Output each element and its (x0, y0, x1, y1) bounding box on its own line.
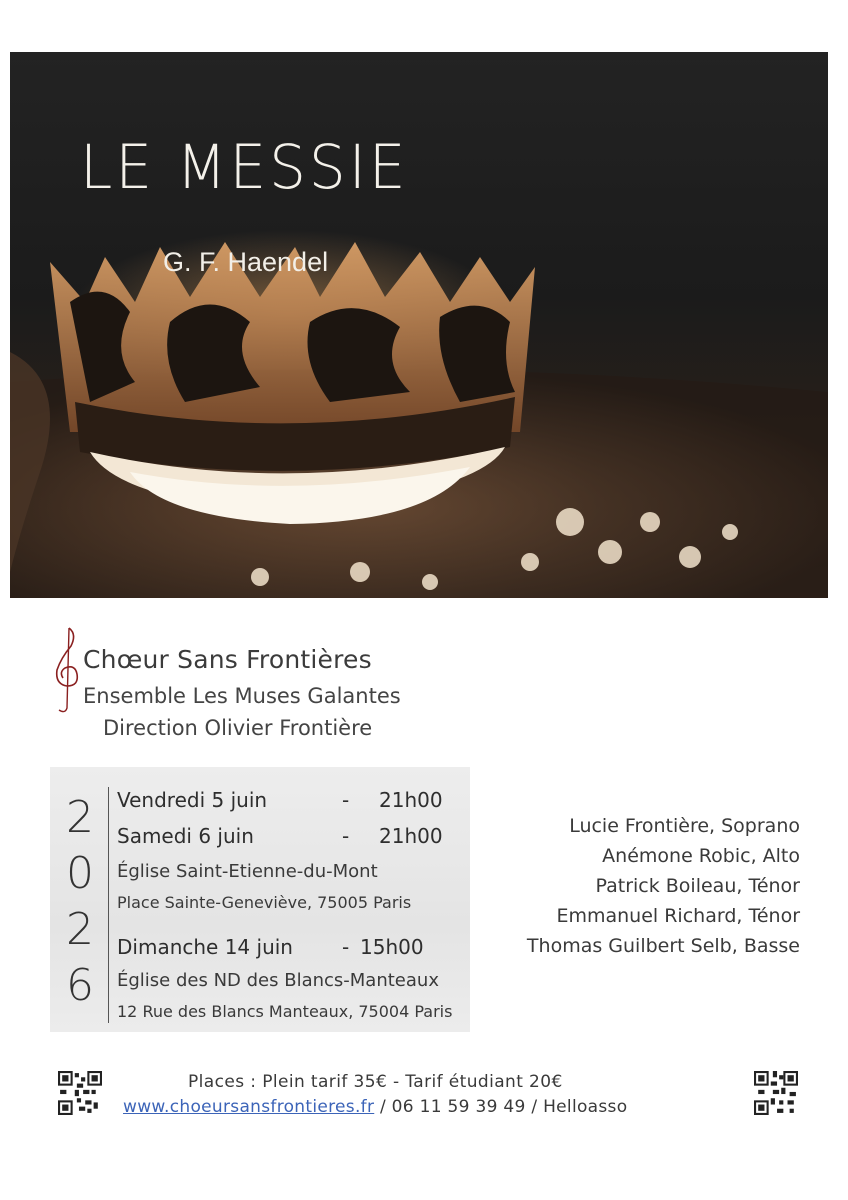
address-1: Place Sainte-Geneviève, 75005 Paris (117, 893, 412, 912)
year-digit: 0 (66, 848, 94, 899)
conductor-line: Direction Olivier Frontière (103, 716, 373, 740)
event-time: 21h00 (379, 824, 443, 848)
contact-details: / 06 11 59 39 49 / Helloasso (374, 1097, 628, 1117)
event-saturday (117, 824, 443, 848)
venue-2: Église des ND des Blancs-Manteaux (117, 970, 439, 991)
venue-1: Église Saint-Etienne-du-Mont (117, 861, 378, 882)
soloist-item: Anémone Robic, Alto (602, 845, 800, 867)
event-time: 15h00 (360, 935, 424, 959)
event-day: Dimanche 14 juin (117, 935, 293, 959)
ticket-prices: Places : Plein tarif 35€ - Tarif étudiant 20€ (188, 1072, 563, 1092)
year-divider (108, 787, 109, 1023)
hero-image (10, 52, 828, 598)
year-digit: 2 (66, 904, 94, 955)
contact-line (123, 1097, 627, 1117)
choir-name: Chœur Sans Frontières (83, 645, 372, 674)
event-dash: - (342, 824, 350, 848)
year-digit: 6 (66, 960, 94, 1011)
composer-name: G. F. Haendel (163, 247, 329, 277)
ensemble-name: Ensemble Les Muses Galantes (83, 684, 401, 708)
soloist-item: Lucie Frontière, Soprano (569, 815, 800, 837)
treble-clef-icon (47, 624, 87, 714)
address-2: 12 Rue des Blancs Manteaux, 75004 Paris (117, 1002, 453, 1021)
year-digit: 2 (66, 792, 94, 843)
year-vertical (60, 790, 100, 1014)
event-dash: - (342, 788, 350, 812)
event-friday (117, 788, 443, 812)
soloist-item: Emmanuel Richard, Ténor (556, 905, 800, 927)
qr-code-icon[interactable] (754, 1071, 798, 1115)
soloist-item: Thomas Guilbert Selb, Basse (526, 935, 800, 957)
event-day: Vendredi 5 juin (117, 788, 268, 812)
website-link[interactable]: www.choeursansfrontieres.fr (123, 1097, 375, 1117)
qr-code-icon[interactable] (58, 1071, 102, 1115)
event-day: Samedi 6 juin (117, 824, 254, 848)
event-sunday (117, 935, 424, 959)
event-dash: - (342, 935, 350, 959)
soloist-item: Patrick Boileau, Ténor (595, 875, 800, 897)
event-time: 21h00 (379, 788, 443, 812)
poster-title: LE MESSIE (80, 131, 409, 203)
